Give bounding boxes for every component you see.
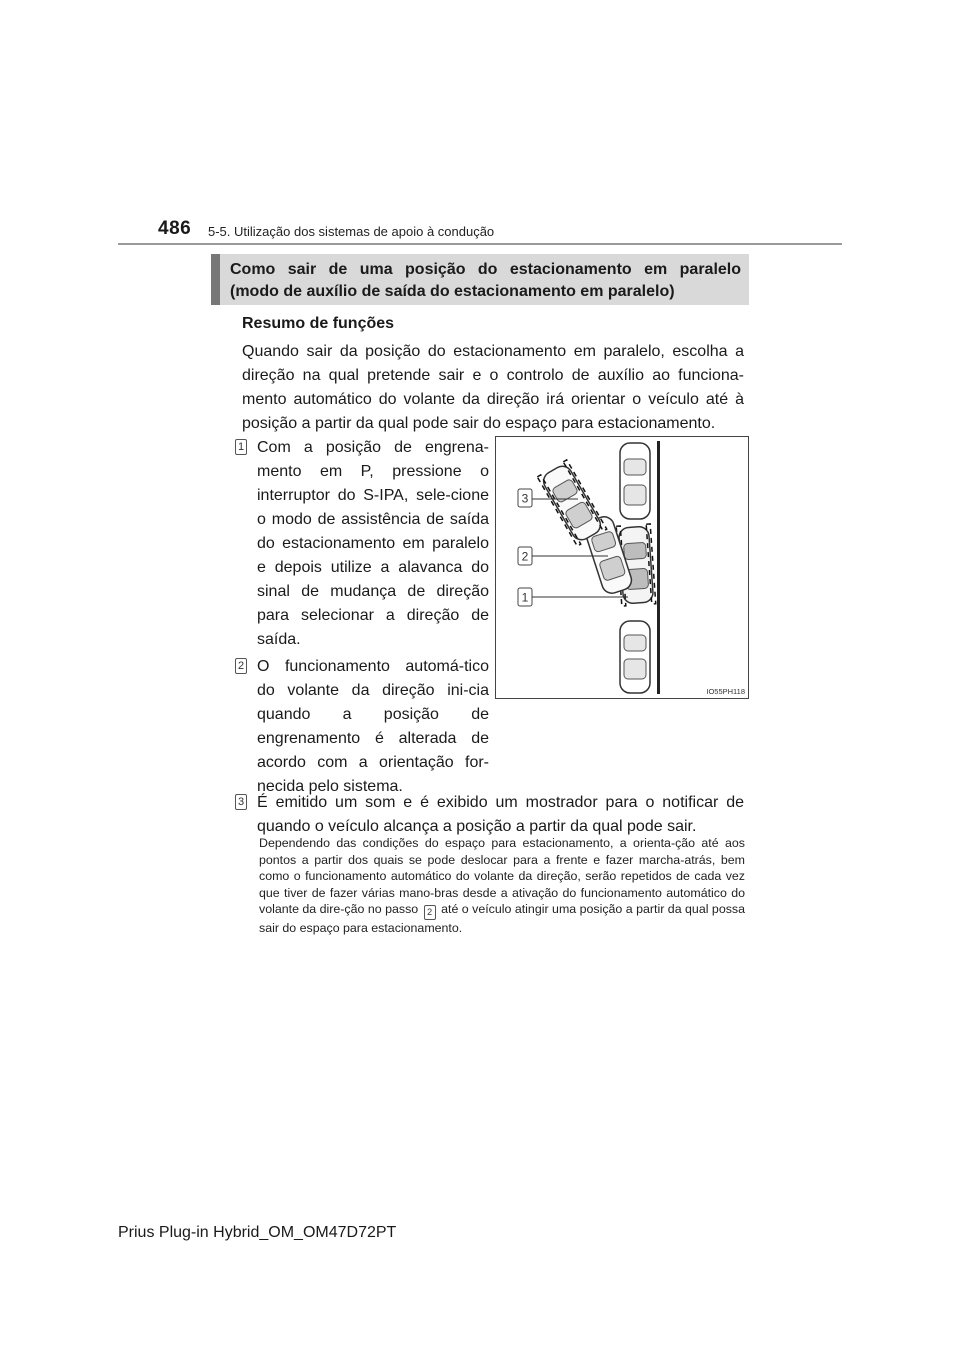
note-text-before: Dependendo das condições do espaço para estacionamento, a orienta-ção até aos pontos a partir dos quais se pode deslocar para a frente e fazer marcha-atrás, bem como o funcionamento automático do volante da direção, serão repetidos de cada vez que tiver de fazer várias mano-bras desde a ativação do funcionamento automático do volante da dire-ção no passo (259, 836, 745, 916)
note-text (259, 835, 745, 937)
step-text: É emitido um som e é exibido um mostrador para o notificar de quando o veículo alcança a posição a partir da qual pode sair. (257, 794, 744, 835)
parked-car-front-icon (620, 443, 650, 519)
parked-car-rear-icon (620, 621, 650, 693)
inline-step-badge: 2 (424, 905, 436, 920)
page-number: 486 (158, 218, 192, 239)
summary-title: Resumo de funções (242, 315, 395, 332)
figure-code: IO55PH118 (706, 687, 745, 696)
parking-exit-illustration (495, 436, 749, 699)
step-number-badge: 3 (235, 794, 247, 810)
section-heading-line-2: (modo de auxílio de saída do estacionamento em paralelo) (230, 283, 675, 300)
vehicle-position-3-icon (537, 460, 606, 546)
callout-1-label: 1 (521, 590, 529, 605)
callout-2-label: 2 (521, 549, 529, 564)
illustration-svg (496, 437, 748, 698)
curb-line (657, 441, 660, 694)
callout-1 (518, 588, 532, 606)
callout-3-label: 3 (521, 491, 529, 506)
step-number-badge: 2 (235, 658, 247, 674)
summary-text: Quando sair da posição do estacionamento em paralelo, escolha a direção na qual pretende sair e o controlo de auxílio ao funciona-mento automático do volante da direção irá orientar o veículo até à posição a partir da qual pode sair do espaço para estacionamento. (242, 343, 744, 432)
header-divider (118, 243, 842, 245)
note-text-after: até o veículo atingir uma posição a partir da qual possa sair do espaço para estacionamento. (259, 902, 745, 935)
step-text: O funcionamento automá-tico do volante da direção ini-cia quando a posição de engrenamento é alterada de acordo com a orientação for-necida pelo sistema. (257, 658, 489, 795)
step-text: Com a posição de engrena-mento em P, pressione o interruptor do S-IPA, sele-cione o modo de assistência de saída do estacionamento em paralelo e depois utilize a alavanca do sinal de mudança de direção para selecionar a direção de saída. (257, 439, 489, 648)
footer-manual-id: Prius Plug-in Hybrid_OM_OM47D72PT (118, 1224, 397, 1241)
callout-3 (518, 489, 532, 507)
section-heading-line-1: Como sair de uma posição do estacionamento em paralelo (230, 261, 741, 278)
section-title: 5-5. Utilização dos sistemas de apoio à condução (208, 224, 495, 239)
section-heading (211, 254, 749, 305)
step-number-badge: 1 (235, 439, 247, 455)
callout-2 (518, 547, 532, 565)
